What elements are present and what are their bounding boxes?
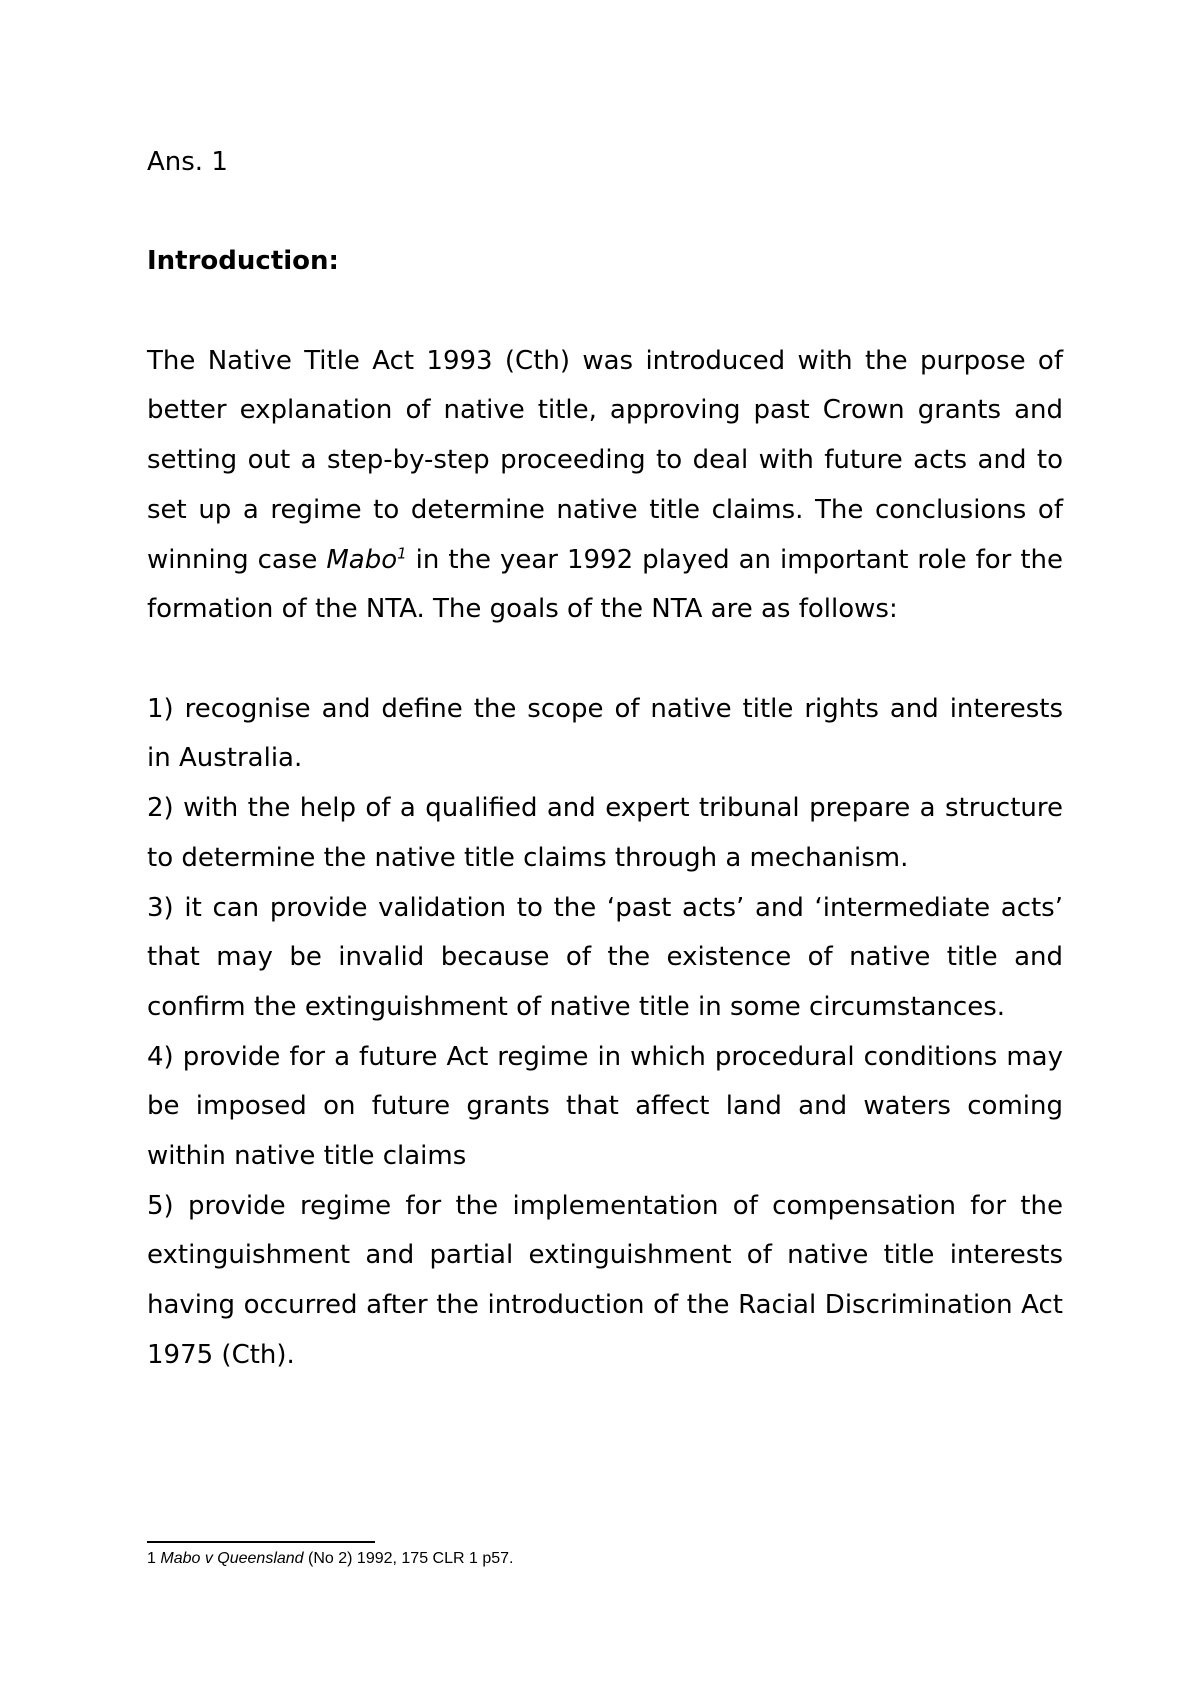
footnote — [147, 1548, 513, 1570]
goal-item-5: 5) provide regime for the implementation of compensation for the extinguishment and partial extinguishment of native title interests having occurred after the introduction of the Racial Discrimination Act 1975 (Cth). — [147, 1190, 1063, 1370]
goal-item-4: 4) provide for a future Act regime in which procedural conditions may be imposed on future grants that affect land and waters coming within native title claims — [147, 1041, 1063, 1172]
footnote-number: 1 — [147, 1550, 156, 1567]
goal-item-2: 2) with the help of a qualified and expert tribunal prepare a structure to determine the native title claims through a mechanism. — [147, 793, 1063, 873]
intro-text-part2: in the year 1992 played an important role for the formation of the NTA. The goals of the NTA are as follows: — [147, 544, 1063, 625]
footnote-citation: (No 2) 1992, 175 CLR 1 p57. — [308, 1550, 514, 1567]
intro-paragraph — [147, 337, 1063, 635]
document-body — [147, 138, 1063, 1381]
goal-item-3: 3) it can provide validation to the ‘past acts’ and ‘intermediate acts’ that may be invalid because of the existence of native title and confirm the extinguishment of native title in some circumstances. — [147, 892, 1063, 1022]
intro-text-part1: The Native Title Act 1993 (Cth) was introduced with the purpose of better explanation of native title, approving past Crown grants and setting out a step-by-step proceeding to deal with future acts and to set up a regime to determine native title claims. The conclusions of winning case — [147, 345, 1063, 575]
footnote-case: Mabo v Queensland — [160, 1550, 304, 1567]
goals-list — [147, 685, 1063, 1381]
footnote-reference: 1 — [397, 543, 407, 562]
section-heading: Introduction: — [147, 246, 339, 277]
answer-label: Ans. 1 — [147, 147, 228, 177]
case-name: Mabo — [326, 544, 398, 575]
footnote-separator — [147, 1541, 375, 1543]
goal-item-1: 1) recognise and define the scope of native title rights and interests in Australia. — [147, 693, 1063, 774]
